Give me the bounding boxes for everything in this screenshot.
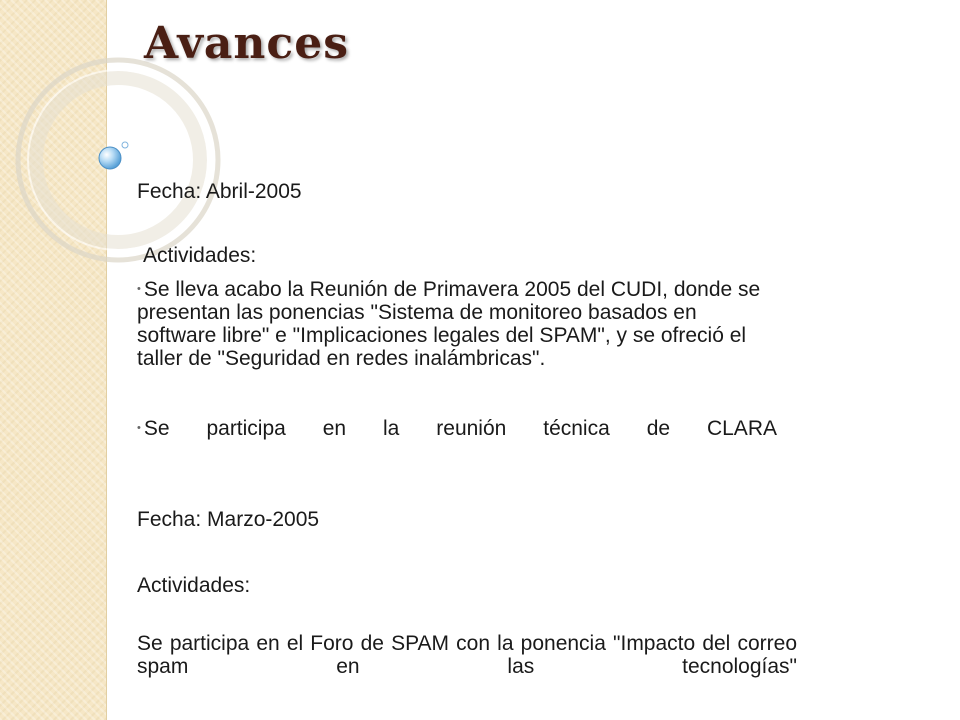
section1-activities-label: Actividades: <box>143 244 257 267</box>
section2-activities-label: Actividades: <box>137 574 251 597</box>
section1-date: Fecha: Abril-2005 <box>137 180 302 203</box>
section2-paragraph: Se participa en el Foro de SPAM con la ponencia "Impacto del correo spam en las tecnologías" <box>137 632 797 679</box>
section1-bullet-1-text: Se lleva acabo la Reunión de Primavera 2005 del CUDI, donde se presentan las ponencias "Sistema de monitoreo basados en software libre" e "Implicaciones legales del SPAM", y se ofreció el taller de "Seguridad en redes inalámbricas". <box>137 278 761 371</box>
decorative-small-bubble <box>122 142 128 148</box>
section1-bullet-2-text: Se participa en la reunión técnica de CLARA <box>143 417 777 440</box>
section1-bullet-2 <box>137 417 777 440</box>
bullet-dot-icon: • <box>137 422 141 434</box>
section1-bullet-1 <box>137 278 777 370</box>
section2-date: Fecha: Marzo-2005 <box>137 508 320 531</box>
slide-title: Avances <box>144 18 349 69</box>
bullet-dot-icon: • <box>137 283 141 295</box>
decorative-bubble <box>99 147 121 169</box>
